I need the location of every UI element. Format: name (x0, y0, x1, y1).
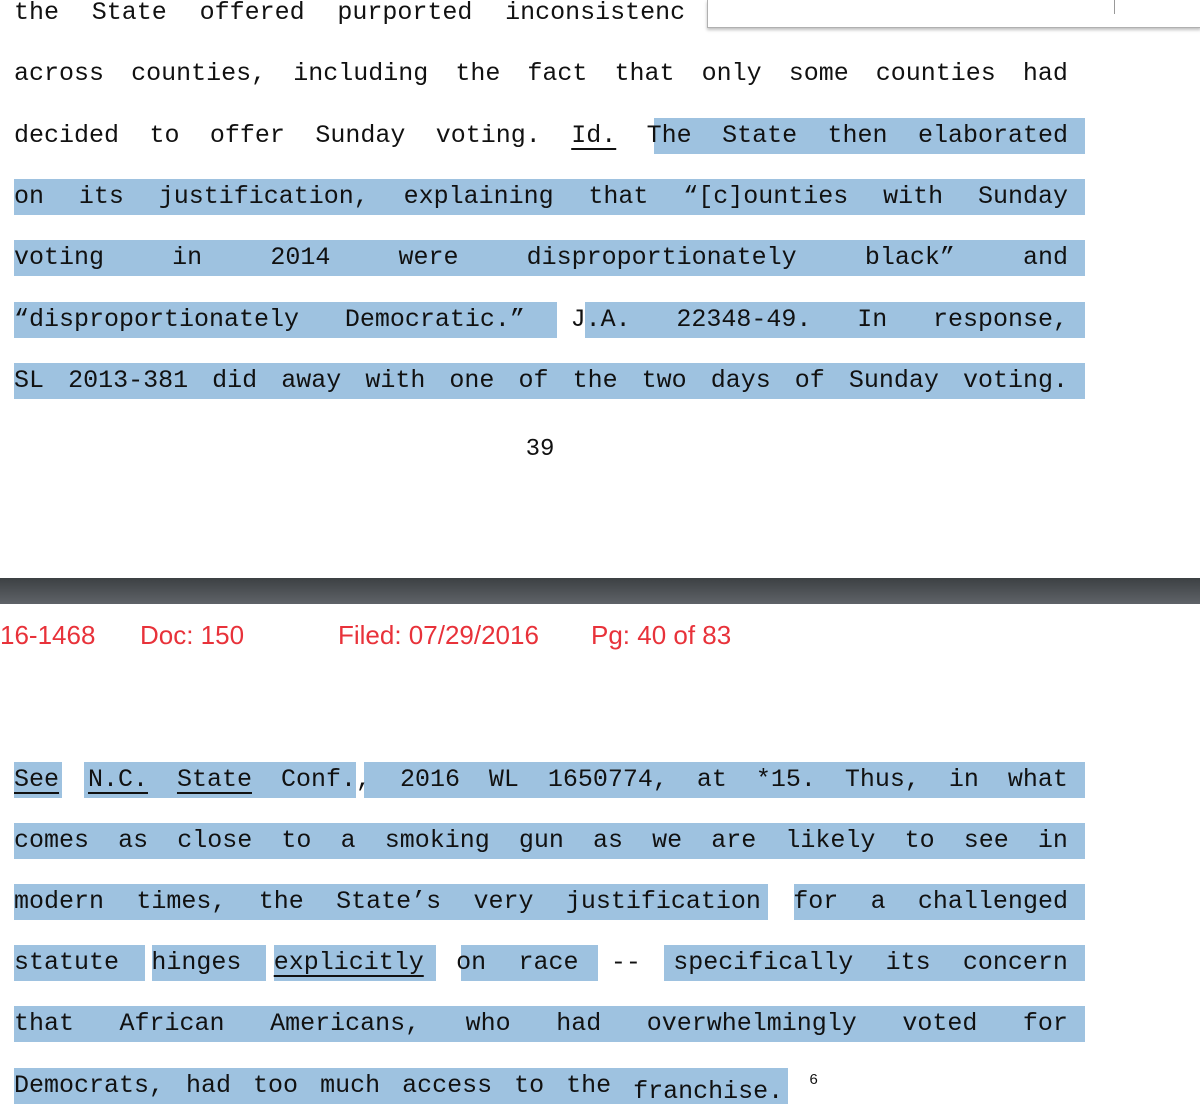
word: African (119, 1009, 225, 1038)
word: of (518, 366, 549, 395)
text-line[interactable] (14, 179, 1068, 214)
word: with (365, 366, 426, 395)
case-name: State (176, 765, 252, 794)
word: J.A. (570, 305, 631, 334)
word: “disproportionately (14, 305, 300, 334)
word: in (1037, 826, 1068, 855)
word: as (118, 826, 149, 855)
emphasis-word: explicitly (273, 948, 424, 977)
word: to (149, 121, 180, 150)
header-case-number: 16-1468 (0, 620, 96, 650)
popup-panel[interactable] (707, 0, 1200, 28)
word: a (870, 887, 886, 916)
word: Thus, (844, 765, 920, 794)
word: a (340, 826, 356, 855)
text-line[interactable] (14, 363, 1068, 398)
word: Democrats, (14, 1071, 165, 1100)
word: on (456, 948, 487, 977)
word: for (793, 887, 839, 916)
word: specifically (673, 948, 854, 977)
word: black” (864, 243, 955, 272)
word: much (320, 1071, 381, 1100)
word: two (641, 366, 687, 395)
citation-id: Id. (571, 121, 617, 150)
word: Sunday (848, 366, 939, 395)
footnote-marker[interactable]: 6 (809, 1071, 819, 1089)
word: only (701, 59, 762, 88)
header-page-count: Pg: 40 of 83 (591, 620, 732, 650)
word: too (253, 1071, 299, 1100)
word: *15. (755, 765, 816, 794)
word: voting. (962, 366, 1068, 395)
word: State (722, 121, 798, 150)
word: access (402, 1071, 493, 1100)
word: decided (14, 121, 120, 150)
word: counties, (131, 59, 267, 88)
word: In (857, 305, 888, 334)
case-name: N.C. (87, 765, 148, 794)
word: voted (902, 1009, 978, 1038)
word: its (78, 182, 124, 211)
word: response, (932, 305, 1068, 334)
word: elaborated (917, 121, 1068, 150)
word: times, (136, 887, 227, 916)
word: justification (565, 887, 761, 916)
word: we (652, 826, 683, 855)
last-word-with-footnote (633, 1063, 818, 1109)
word: very (473, 887, 534, 916)
word: who (465, 1009, 511, 1038)
text-line[interactable] (14, 56, 1068, 91)
word: State (91, 0, 167, 27)
word: Democratic.” (344, 305, 525, 334)
word: the (455, 59, 501, 88)
word: disproportionately (526, 243, 797, 272)
word: its (885, 948, 931, 977)
word: that (614, 59, 675, 88)
word: to (514, 1071, 545, 1100)
word: as (593, 826, 624, 855)
word: did (212, 366, 258, 395)
word: the (258, 887, 304, 916)
word: challenged (917, 887, 1068, 916)
word: inconsistenc (505, 0, 686, 27)
word: 2013-381 (68, 366, 189, 395)
word: 22348-49. (676, 305, 812, 334)
word: offered (199, 0, 305, 27)
word: gun (518, 826, 564, 855)
word: in (172, 243, 203, 272)
word: Americans, (270, 1009, 421, 1038)
word: counties (875, 59, 996, 88)
header-doc: Doc: 150 (140, 620, 245, 650)
word: across (14, 59, 105, 88)
word: on (14, 182, 45, 211)
word: race (518, 948, 579, 977)
word: and (1022, 243, 1068, 272)
word: what (1007, 765, 1068, 794)
word: away (281, 366, 342, 395)
word: statute (14, 948, 120, 977)
word: offer (209, 121, 285, 150)
word: voting (14, 243, 105, 272)
word: smoking (384, 826, 490, 855)
word: the (572, 366, 618, 395)
word: had (1022, 59, 1068, 88)
word: hinges (151, 948, 242, 977)
word: overwhelmingly (646, 1009, 857, 1038)
word: to (904, 826, 935, 855)
word: fact (527, 59, 588, 88)
word: were (398, 243, 459, 272)
word: justification, (158, 182, 369, 211)
page-number: 39 (525, 436, 555, 463)
word: franchise. (633, 1076, 784, 1106)
word: 1650774, (547, 765, 668, 794)
word: the (566, 1071, 612, 1100)
word: some (788, 59, 849, 88)
word: 2016 (399, 765, 460, 794)
word: comes (14, 826, 90, 855)
word: explaining (403, 182, 554, 211)
word: concern (962, 948, 1068, 977)
word: likely (785, 826, 876, 855)
word: close (177, 826, 253, 855)
word: voting. (435, 121, 541, 150)
word: are (711, 826, 757, 855)
word: including (293, 59, 429, 88)
word: to (281, 826, 312, 855)
word: purported (337, 0, 473, 27)
text-line[interactable] (14, 240, 1068, 275)
word: WL (488, 765, 519, 794)
word: with (883, 182, 944, 211)
word: days (710, 366, 771, 395)
page-separator (0, 578, 1200, 604)
divider (1114, 0, 1115, 14)
word: that (14, 1009, 75, 1038)
word: had (556, 1009, 602, 1038)
text-line[interactable] (14, 945, 1068, 980)
word: SL (14, 366, 45, 395)
word: Sunday (977, 182, 1068, 211)
word: The (646, 121, 692, 150)
word: see (963, 826, 1009, 855)
word: then (827, 121, 888, 150)
word: in (948, 765, 979, 794)
word: at (696, 765, 727, 794)
word: modern (14, 887, 105, 916)
word: Sunday (315, 121, 406, 150)
word: of (794, 366, 825, 395)
word: 2014 (270, 243, 331, 272)
word: that (588, 182, 649, 211)
word: -- (610, 948, 641, 977)
header-filed-date: Filed: 07/29/2016 (338, 620, 539, 650)
word: one (449, 366, 495, 395)
word: “[c]ounties (683, 182, 849, 211)
word: State’s (336, 887, 442, 916)
word: had (186, 1071, 232, 1100)
word: for (1022, 1009, 1068, 1038)
word: the (14, 0, 60, 27)
case-name: Conf., (280, 765, 371, 794)
signal-see: See (14, 765, 60, 794)
